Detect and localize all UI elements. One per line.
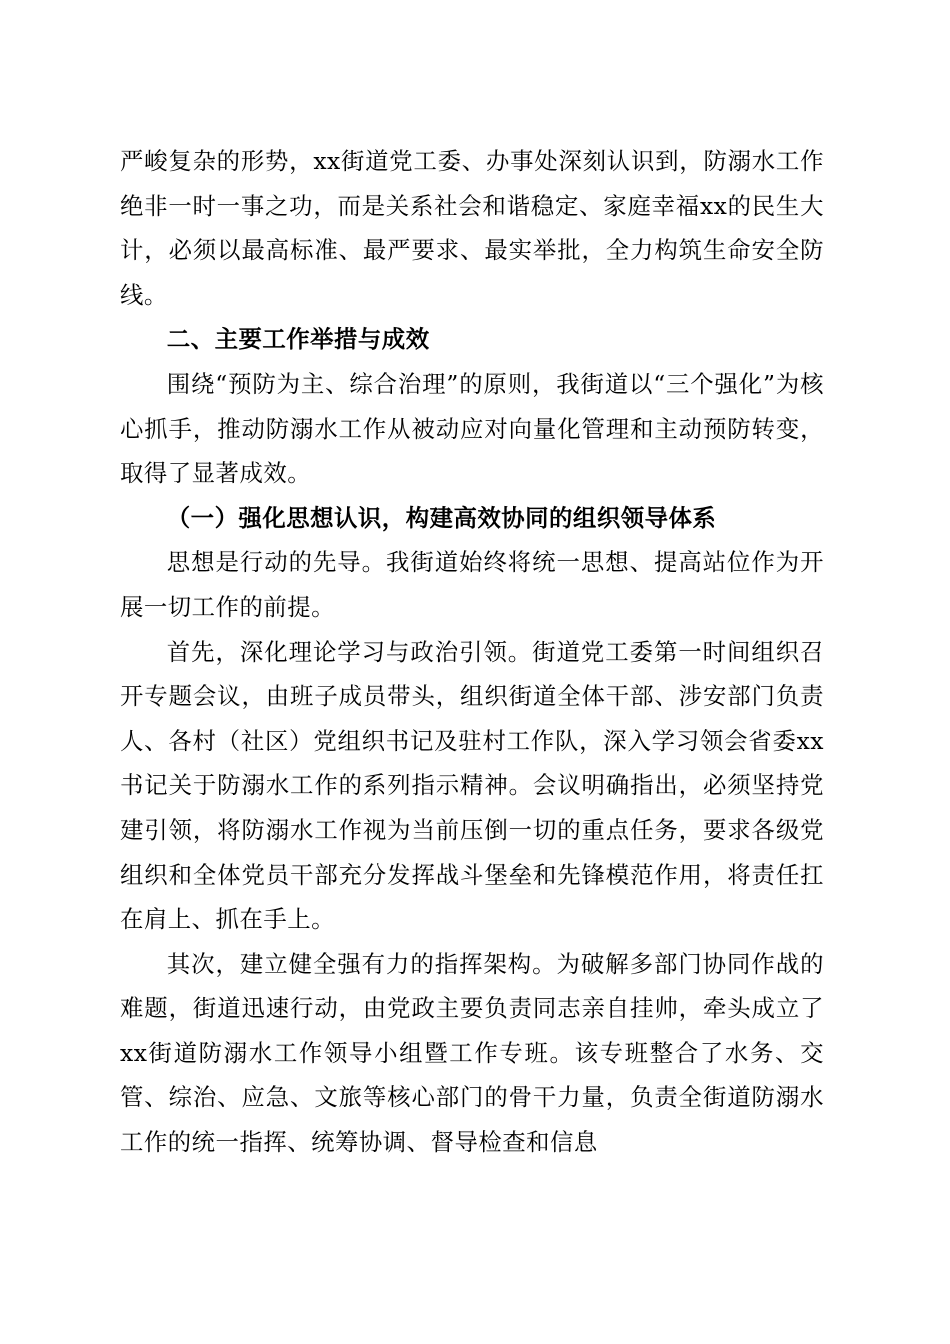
subsection-heading-strengthen-awareness: （一）强化思想认识，构建高效协同的组织领导体系 <box>166 503 717 532</box>
section-heading-main-measures: 二、主要工作举措与成效 <box>166 325 430 354</box>
document-body <box>120 139 824 1165</box>
paragraph-first-theory-study: 首先，深化理论学习与政治引领。街道党工委第一时间组织召开专题会议，由班子成员带头，组织街道全体干部、涉安部门负责人、各村（社区）党组织书记及驻村工作队，深入学习领会省委xx书记关于防溺水工作的系列指示精神。会议明确指出，必须坚持党建引领，将防溺水工作视为当前压倒一切的重点任务，要求各级党组织和全体党员干部充分发挥战斗堡垒和先锋模范作用，将责任扛在肩上、抓在手上。 <box>120 637 824 934</box>
paragraph-thought-guide: 思想是行动的先导。我街道始终将统一思想、提高站位作为开展一切工作的前提。 <box>120 548 824 621</box>
paragraph-second-command-structure: 其次，建立健全强有力的指挥架构。为破解多部门协同作战的难题，街道迅速行动，由党政主要负责同志亲自挂帅，牵头成立了xx街道防溺水工作领导小组暨工作专班。该专班整合了水务、交管、综治、应急、文旅等核心部门的骨干力量，负责全街道防溺水工作的统一指挥、统筹协调、督导检查和信息 <box>120 949 824 1157</box>
paragraph-measures-overview: 围绕“预防为主、综合治理”的原则，我街道以“三个强化”为核心抓手，推动防溺水工作从被动应对向量化管理和主动预防转变，取得了显著成效。 <box>120 369 824 488</box>
paragraph-intro-continuation: 严峻复杂的形势，xx街道党工委、办事处深刻认识到，防溺水工作绝非一时一事之功，而是关系社会和谐稳定、家庭幸福xx的民生大计，必须以最高标准、最严要求、最实举批，全力构筑生命安全防线。 <box>120 147 824 309</box>
